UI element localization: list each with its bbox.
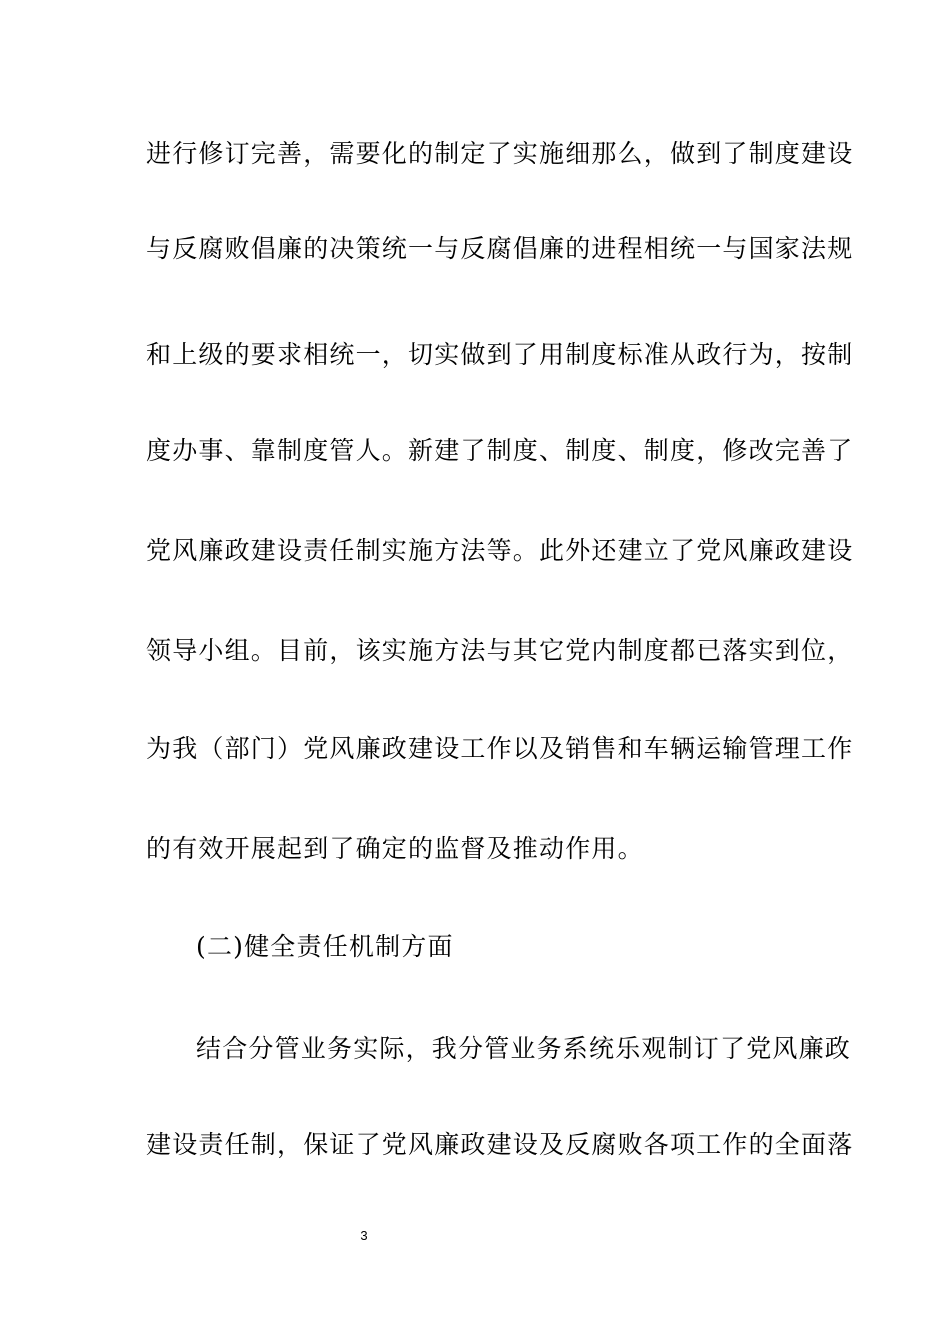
section-heading: (二)健全责任机制方面 [196,932,454,961]
body-text-line: 结合分管业务实际，我分管业务系统乐观制订了党风廉政 [196,1034,852,1063]
body-text-line: 领导小组。目前，该实施方法与其它党内制度都已落实到位， [146,636,854,665]
page-number: 3 [360,1228,368,1243]
body-text-line: 进行修订完善，需要化的制定了实施细那么，做到了制度建设 [146,139,854,168]
body-text-line: 建设责任制，保证了党风廉政建设及反腐败各项工作的全面落 [146,1130,854,1159]
body-text-line: 党风廉政建设责任制实施方法等。此外还建立了党风廉政建设 [146,536,854,565]
body-text-line: 度办事、靠制度管人。新建了制度、制度、制度，修改完善了 [146,436,854,465]
body-text-line: 为我（部门）党风廉政建设工作以及销售和车辆运输管理工作 [146,734,854,763]
body-text-line: 的有效开展起到了确定的监督及推动作用。 [146,834,644,863]
body-text-line: 和上级的要求相统一，切实做到了用制度标准从政行为，按制 [146,340,854,369]
body-text-line: 与反腐败倡廉的决策统一与反腐倡廉的进程相统一与国家法规 [146,234,854,263]
